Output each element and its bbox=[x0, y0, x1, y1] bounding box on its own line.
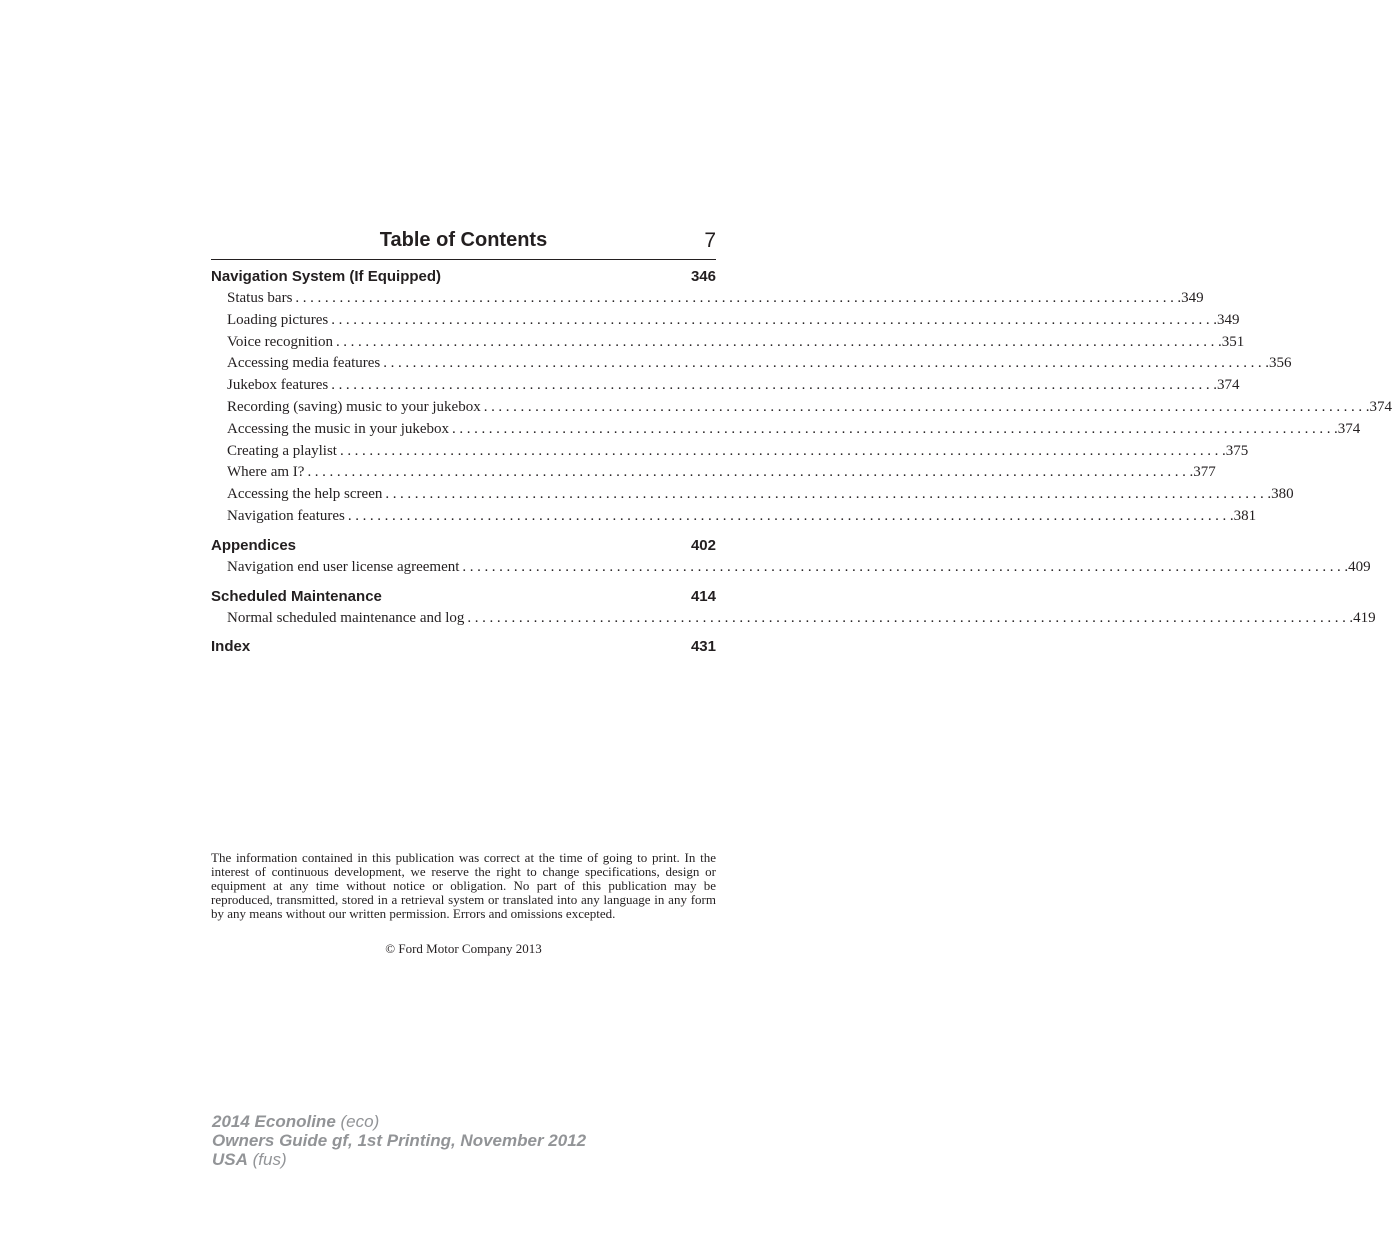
section-title: Navigation System (If Equipped) bbox=[211, 268, 442, 285]
document-footer bbox=[212, 1112, 586, 1169]
toc-entry[interactable] bbox=[211, 288, 1204, 310]
entry-page: .374 bbox=[1365, 398, 1392, 415]
section-page: 431 bbox=[690, 638, 716, 656]
entry-page: .409 bbox=[1344, 558, 1371, 575]
page-number: 7 bbox=[704, 229, 716, 252]
footer-edition: Owners Guide gf, 1st Printing, November 2012 bbox=[212, 1131, 587, 1150]
dot-leader: ........................................................................................................................ bbox=[339, 442, 1222, 459]
dot-leader: ........................................................................................................................ bbox=[483, 398, 1366, 415]
copyright-notice: © Ford Motor Company 2013 bbox=[385, 941, 542, 956]
dot-leader: ........................................................................................................................ bbox=[307, 464, 1190, 481]
footer-market: USA bbox=[212, 1150, 248, 1169]
toc-section-heading[interactable] bbox=[211, 586, 716, 608]
entry-page: .349 bbox=[1213, 311, 1240, 328]
footer-line-2 bbox=[212, 1131, 586, 1150]
dot-leader: ........................................................................................................................ bbox=[452, 420, 1335, 437]
toc-entry[interactable] bbox=[211, 419, 1361, 441]
section-title: Index bbox=[211, 638, 251, 656]
toc-entry[interactable] bbox=[211, 506, 1257, 528]
toc-entry[interactable] bbox=[211, 441, 1249, 463]
table-of-contents bbox=[211, 266, 1392, 658]
dot-leader: ........................................................................................................................ bbox=[331, 377, 1214, 394]
toc-entry[interactable] bbox=[211, 353, 1292, 375]
entry-page: .374 bbox=[1213, 377, 1240, 394]
entry-title: Navigation end user license agreement bbox=[227, 558, 460, 575]
entry-title: Creating a playlist bbox=[227, 442, 337, 459]
section-page: 414 bbox=[690, 587, 716, 605]
dot-leader: ........................................................................................................................ bbox=[295, 290, 1178, 306]
entry-title: Voice recognition bbox=[227, 333, 333, 350]
section-page: 346 bbox=[690, 268, 716, 285]
dot-leader: ........................................................................................................................ bbox=[331, 311, 1214, 328]
entry-page: .375 bbox=[1221, 442, 1249, 459]
footer-model: 2014 Econoline bbox=[212, 1112, 336, 1131]
toc-entry[interactable] bbox=[211, 332, 1245, 354]
entry-title: Recording (saving) music to your jukebox bbox=[227, 398, 481, 415]
toc-entry[interactable] bbox=[211, 310, 1240, 332]
entry-title: Navigation features bbox=[227, 507, 345, 524]
entry-title: Loading pictures bbox=[227, 311, 329, 328]
entry-title: Accessing the music in your jukebox bbox=[227, 420, 450, 437]
entry-title: Jukebox features bbox=[227, 377, 329, 394]
dot-leader: ........................................................................................................................ bbox=[335, 333, 1218, 350]
dot-leader: ........................................................................................................................ bbox=[467, 609, 1350, 626]
toc-section-heading[interactable] bbox=[211, 266, 716, 288]
entry-page: .419 bbox=[1349, 609, 1376, 626]
footer-line-3 bbox=[212, 1150, 586, 1169]
toc-entry[interactable] bbox=[211, 462, 1216, 484]
toc-entry[interactable] bbox=[211, 608, 1376, 630]
page-title: Table of Contents bbox=[379, 229, 548, 251]
entry-page: .374 bbox=[1334, 420, 1361, 437]
toc-entry[interactable] bbox=[211, 397, 1392, 419]
toc-entry[interactable] bbox=[211, 557, 1371, 579]
entry-page: .351 bbox=[1217, 333, 1245, 350]
entry-page: .380 bbox=[1267, 486, 1294, 503]
entry-title: Status bars bbox=[227, 290, 293, 306]
entry-page: .377 bbox=[1189, 464, 1216, 481]
footer-market-code: (fus) bbox=[252, 1150, 287, 1169]
section-title: Scheduled Maintenance bbox=[211, 587, 382, 605]
toc-entry[interactable] bbox=[211, 484, 1294, 506]
dot-leader: ........................................................................................................................ bbox=[347, 507, 1230, 524]
dot-leader: ........................................................................................................................ bbox=[385, 486, 1268, 503]
footer-line-1 bbox=[212, 1112, 586, 1131]
toc-section-heading[interactable] bbox=[211, 636, 716, 658]
footer-model-code: (eco) bbox=[340, 1112, 380, 1131]
section-page: 402 bbox=[690, 536, 716, 554]
entry-title: Where am I? bbox=[227, 464, 305, 481]
toc-header bbox=[211, 229, 716, 260]
entry-title: Accessing the help screen bbox=[227, 486, 383, 503]
toc-section-heading[interactable] bbox=[211, 535, 716, 557]
entry-title: Normal scheduled maintenance and log bbox=[227, 609, 465, 626]
disclaimer-text: The information contained in this publication was correct at the time of going to print. In the interest of continuous development, we reserve the right to change specifications, design or equipment at any time without notice or obligation. No part of this publication may be reproduced, transmitted, stored in a retrieval system or translated into any language in any form by any means without our written permission. Errors and omissions excepted. bbox=[211, 850, 716, 921]
section-title: Appendices bbox=[211, 536, 297, 554]
toc-entry[interactable] bbox=[211, 375, 1240, 397]
entry-title: Accessing media features bbox=[227, 355, 381, 372]
dot-leader: ........................................................................................................................ bbox=[462, 558, 1345, 575]
entry-page: .349 bbox=[1177, 290, 1204, 306]
entry-page: .356 bbox=[1265, 355, 1292, 372]
entry-page: .381 bbox=[1229, 507, 1257, 524]
dot-leader: ........................................................................................................................ bbox=[383, 355, 1266, 372]
